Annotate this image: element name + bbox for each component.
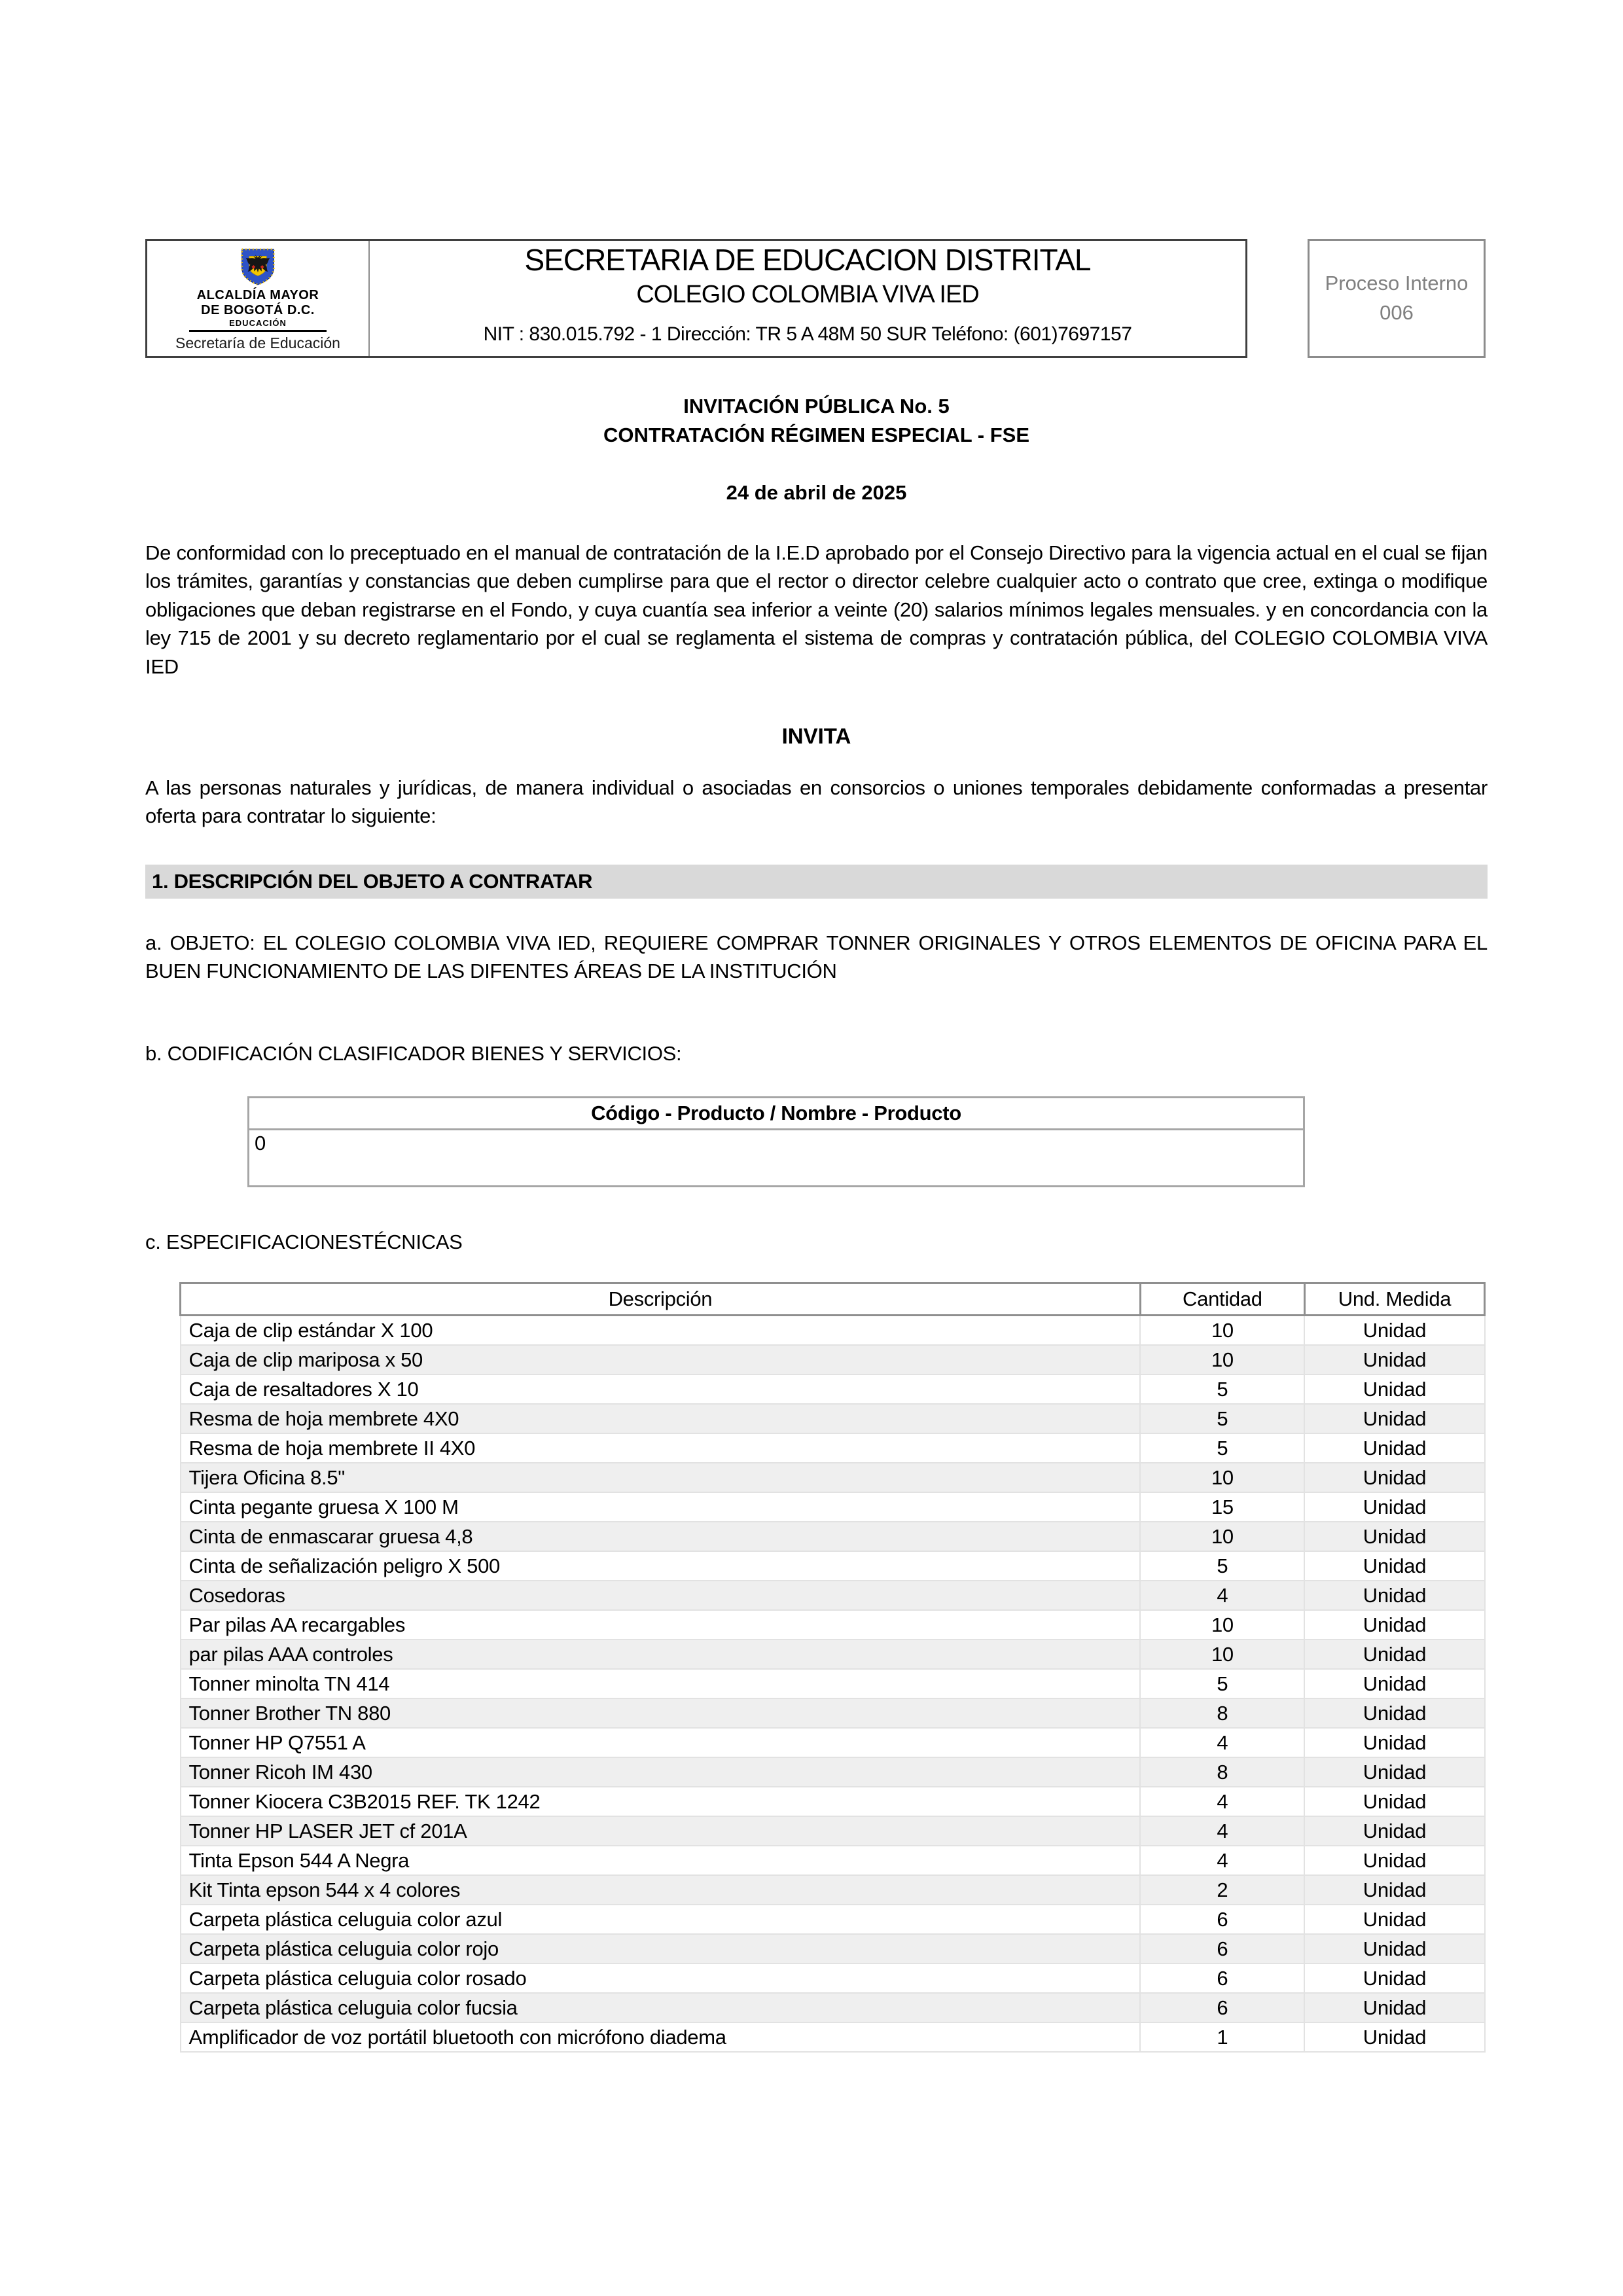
cell-desc: Kit Tinta epson 544 x 4 colores (181, 1875, 1141, 1905)
cell-unit: Unidad (1304, 1316, 1484, 1346)
codigo-table-row (249, 1129, 1304, 1186)
cell-qty: 10 (1140, 1463, 1304, 1492)
cell-qty: 10 (1140, 1522, 1304, 1551)
cell-desc: Resma de hoja membrete II 4X0 (181, 1433, 1141, 1463)
col-header-cantidad: Cantidad (1140, 1283, 1304, 1316)
invitation-title-line2: CONTRATACIÓN RÉGIMEN ESPECIAL - FSE (603, 423, 1030, 447)
cell-qty: 5 (1140, 1433, 1304, 1463)
table-row (181, 1433, 1485, 1463)
bogota-coat-of-arms-icon (228, 245, 288, 287)
cell-unit: Unidad (1304, 1463, 1484, 1492)
cell-desc: Carpeta plástica celuguia color rosado (181, 1964, 1141, 1993)
proceso-number: 006 (1380, 301, 1414, 324)
cell-desc: Carpeta plástica celuguia color rojo (181, 1934, 1141, 1964)
table-row (181, 1345, 1485, 1374)
header-gap (1247, 239, 1308, 358)
items-table-header-row (181, 1283, 1485, 1316)
cell-desc: Tonner Brother TN 880 (181, 1698, 1141, 1728)
items-table-body (181, 1316, 1485, 2053)
table-row (181, 1640, 1485, 1669)
cell-qty: 1 (1140, 2022, 1304, 2052)
especificaciones-label: c. ESPECIFICACIONESTÉCNICAS (145, 1230, 463, 1253)
cell-desc: Cinta de señalización peligro X 500 (181, 1551, 1141, 1581)
cell-qty: 10 (1140, 1316, 1304, 1346)
cell-unit: Unidad (1304, 1816, 1484, 1846)
table-row (181, 1492, 1485, 1522)
cell-desc: Tonner minolta TN 414 (181, 1669, 1141, 1698)
cell-desc: Caja de clip estándar X 100 (181, 1316, 1141, 1346)
table-row (181, 1934, 1485, 1964)
invitation-title-line1: INVITACIÓN PÚBLICA No. 5 (683, 395, 950, 418)
cell-desc: Caja de clip mariposa x 50 (181, 1345, 1141, 1374)
codificacion-label: b. CODIFICACIÓN CLASIFICADOR BIENES Y SERVICIOS: (145, 1041, 682, 1065)
cell-unit: Unidad (1304, 1404, 1484, 1433)
table-row (181, 1816, 1485, 1846)
cell-unit: Unidad (1304, 1964, 1484, 1993)
table-row (181, 1757, 1485, 1787)
cell-desc: Par pilas AA recargables (181, 1610, 1141, 1640)
intro-paragraph: De conformidad con lo preceptuado en el manual de contratación de la I.E.D aprobado por el Consejo Directivo para la vigencia actual en el cual se fijan los trámites, garantías y constancias que deben cumplirse para que el rector o director celebre cualquier acto o contrato que cree, extinga o modifique obligaciones que deban registrarse en el Fondo, y cuya cuantía sea inferior a veinte (20) salarios mínimos legales mensuales. y en concordancia con la ley 715 de 2001 y su decreto reglamentario por el cual se reglamenta el sistema de compras y contratación pública, del COLEGIO COLOMBIA VIVA IED (145, 541, 1488, 678)
proceso-label: Proceso Interno (1325, 272, 1469, 295)
table-row (181, 1846, 1485, 1875)
cell-desc: Resma de hoja membrete 4X0 (181, 1404, 1141, 1433)
cell-unit: Unidad (1304, 1522, 1484, 1551)
cell-unit: Unidad (1304, 1492, 1484, 1522)
cell-unit: Unidad (1304, 1669, 1484, 1698)
cell-qty: 5 (1140, 1669, 1304, 1698)
table-row (181, 1463, 1485, 1492)
cell-desc: Carpeta plástica celuguia color azul (181, 1905, 1141, 1934)
cell-qty: 4 (1140, 1581, 1304, 1610)
cell-desc: Tonner HP Q7551 A (181, 1728, 1141, 1757)
logo-cell (147, 241, 370, 356)
codigo-producto-table (247, 1096, 1305, 1187)
table-row (181, 1875, 1485, 1905)
table-row (181, 1316, 1485, 1346)
cell-unit: Unidad (1304, 1640, 1484, 1669)
cell-desc: Tonner Kiocera C3B2015 REF. TK 1242 (181, 1787, 1141, 1816)
nit-address-phone: NIT : 830.015.792 - 1 Dirección: TR 5 A 48M 50 SUR Teléfono: (601)7697157 (483, 323, 1132, 346)
codigo-table-header-row (249, 1097, 1304, 1129)
table-row (181, 1964, 1485, 1993)
cell-desc: Tinta Epson 544 A Negra (181, 1846, 1141, 1875)
cell-qty: 6 (1140, 1905, 1304, 1934)
header (145, 239, 1488, 358)
col-header-descripcion: Descripción (181, 1283, 1141, 1316)
items-table (179, 1282, 1486, 2053)
cell-unit: Unidad (1304, 1728, 1484, 1757)
cell-unit: Unidad (1304, 1581, 1484, 1610)
cell-desc: Amplificador de voz portátil bluetooth con micrófono diadema (181, 2022, 1141, 2052)
cell-unit: Unidad (1304, 1905, 1484, 1934)
school-name: COLEGIO COLOMBIA VIVA IED (636, 280, 979, 308)
codigo-table-header: Código - Producto / Nombre - Producto (249, 1097, 1304, 1129)
cell-qty: 2 (1140, 1875, 1304, 1905)
invitation-date: 24 de abril de 2025 (726, 481, 907, 505)
cell-qty: 10 (1140, 1345, 1304, 1374)
cell-qty: 8 (1140, 1757, 1304, 1787)
cell-unit: Unidad (1304, 1993, 1484, 2022)
table-row (181, 1698, 1485, 1728)
cell-unit: Unidad (1304, 1433, 1484, 1463)
header-table (145, 239, 1247, 358)
header-center-cell (370, 241, 1245, 356)
cell-unit: Unidad (1304, 1345, 1484, 1374)
logo-divider (189, 330, 327, 332)
cell-unit: Unidad (1304, 2022, 1484, 2052)
cell-qty: 5 (1140, 1374, 1304, 1404)
cell-desc: par pilas AAA controles (181, 1640, 1141, 1669)
entity-title: SECRETARIA DE EDUCACION DISTRITAL (524, 243, 1091, 277)
cell-unit: Unidad (1304, 1757, 1484, 1787)
cell-qty: 6 (1140, 1964, 1304, 1993)
section1-heading: 1. DESCRIPCIÓN DEL OBJETO A CONTRATAR (145, 865, 1488, 899)
cell-unit: Unidad (1304, 1934, 1484, 1964)
table-row (181, 1669, 1485, 1698)
cell-qty: 5 (1140, 1551, 1304, 1581)
table-row (181, 1993, 1485, 2022)
cell-qty: 6 (1140, 1934, 1304, 1964)
table-row (181, 1787, 1485, 1816)
logo-text-educacion: EDUCACIÓN (229, 317, 287, 328)
table-row (181, 1610, 1485, 1640)
invita-paragraph: A las personas naturales y jurídicas, de manera individual o asociadas en consorcios o uniones temporales debidamente conformadas a presentar oferta para contratar lo siguiente: (145, 776, 1488, 828)
logo-text-secretaria: Secretaría de Educación (175, 334, 340, 351)
cell-qty: 8 (1140, 1698, 1304, 1728)
cell-qty: 10 (1140, 1610, 1304, 1640)
cell-qty: 5 (1140, 1404, 1304, 1433)
cell-desc: Caja de resaltadores X 10 (181, 1374, 1141, 1404)
col-header-und-medida: Und. Medida (1304, 1283, 1484, 1316)
cell-qty: 15 (1140, 1492, 1304, 1522)
codigo-table-value: 0 (249, 1129, 1304, 1186)
table-row (181, 1551, 1485, 1581)
cell-qty: 4 (1140, 1787, 1304, 1816)
proceso-interno-box (1308, 239, 1486, 358)
cell-desc: Tijera Oficina 8.5" (181, 1463, 1141, 1492)
cell-desc: Cosedoras (181, 1581, 1141, 1610)
cell-unit: Unidad (1304, 1698, 1484, 1728)
table-row (181, 1728, 1485, 1757)
table-row (181, 1522, 1485, 1551)
cell-desc: Cinta de enmascarar gruesa 4,8 (181, 1522, 1141, 1551)
invita-heading: INVITA (781, 723, 851, 748)
cell-qty: 4 (1140, 1816, 1304, 1846)
cell-unit: Unidad (1304, 1551, 1484, 1581)
table-row (181, 2022, 1485, 2052)
cell-qty: 6 (1140, 1993, 1304, 2022)
cell-qty: 10 (1140, 1640, 1304, 1669)
logo-text-alcaldia: ALCALDÍA MAYOR DE BOGOTÁ D.C. (196, 287, 319, 317)
cell-desc: Cinta pegante gruesa X 100 M (181, 1492, 1141, 1522)
document-content (145, 239, 1488, 2053)
cell-desc: Tonner Ricoh IM 430 (181, 1757, 1141, 1787)
objeto-paragraph: a. OBJETO: EL COLEGIO COLOMBIA VIVA IED, REQUIERE COMPRAR TONNER ORIGINALES Y OTROS ELEMENTOS DE OFICINA PARA EL BUEN FUNCIONAMIENTO DE LAS DIFENTES ÁREAS DE LA INSTITUCIÓN (145, 931, 1488, 983)
table-row (181, 1404, 1485, 1433)
cell-unit: Unidad (1304, 1610, 1484, 1640)
cell-qty: 4 (1140, 1728, 1304, 1757)
cell-unit: Unidad (1304, 1846, 1484, 1875)
table-row (181, 1581, 1485, 1610)
cell-unit: Unidad (1304, 1875, 1484, 1905)
table-row (181, 1374, 1485, 1404)
cell-unit: Unidad (1304, 1374, 1484, 1404)
cell-unit: Unidad (1304, 1787, 1484, 1816)
invitation-title (145, 392, 1488, 450)
table-row (181, 1905, 1485, 1934)
cell-desc: Tonner HP LASER JET cf 201A (181, 1816, 1141, 1846)
cell-qty: 4 (1140, 1846, 1304, 1875)
cell-desc: Carpeta plástica celuguia color fucsia (181, 1993, 1141, 2022)
